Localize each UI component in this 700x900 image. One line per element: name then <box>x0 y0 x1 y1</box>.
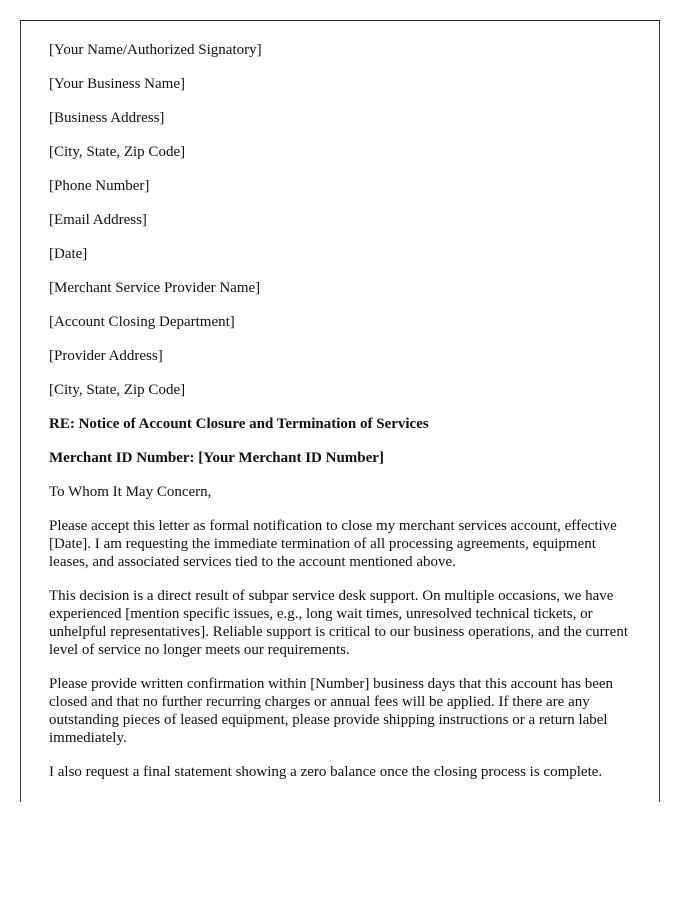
body-paragraph: Please accept this letter as formal notification to close my merchant services account, effective [Date]. I am requesting the immediate termination of all processing agreements, equipment leases, and associated services tied to the account mentioned above. <box>49 518 617 570</box>
sender-address: [Business Address] <box>49 110 165 126</box>
sender-business: [Your Business Name] <box>49 76 185 92</box>
salutation: To Whom It May Concern, <box>49 484 212 500</box>
recipient-address: [Provider Address] <box>49 348 163 364</box>
sender-name: [Your Name/Authorized Signatory] <box>49 42 262 58</box>
letter-date: [Date] <box>49 246 88 262</box>
letter-page <box>20 20 660 802</box>
body-paragraph: I also request a final statement showing a zero balance once the closing process is complete. <box>49 764 603 780</box>
recipient-name: [Merchant Service Provider Name] <box>49 280 261 296</box>
body-paragraph: Please provide written confirmation within [Number] business days that this account has been closed and that no further recurring charges or annual fees will be applied. If there are any outstanding pieces of leased equipment, please provide shipping instructions or a return label immediately. <box>49 676 614 746</box>
sender-city: [City, State, Zip Code] <box>49 144 186 160</box>
sender-phone: [Phone Number] <box>49 178 150 194</box>
merchant-id-line: Merchant ID Number: [Your Merchant ID Number] <box>49 450 384 466</box>
recipient-city: [City, State, Zip Code] <box>49 382 186 398</box>
body-paragraph: This decision is a direct result of subpar service desk support. On multiple occasions, we have experienced [mention specific issues, e.g., long wait times, unresolved technical tickets, or unhelpful representatives]. Reliable support is critical to our business operations, and the current level of service no longer meets our requirements. <box>49 588 629 658</box>
recipient-department: [Account Closing Department] <box>49 314 235 330</box>
sender-email: [Email Address] <box>49 212 147 228</box>
subject-line: RE: Notice of Account Closure and Termination of Services <box>49 416 429 432</box>
